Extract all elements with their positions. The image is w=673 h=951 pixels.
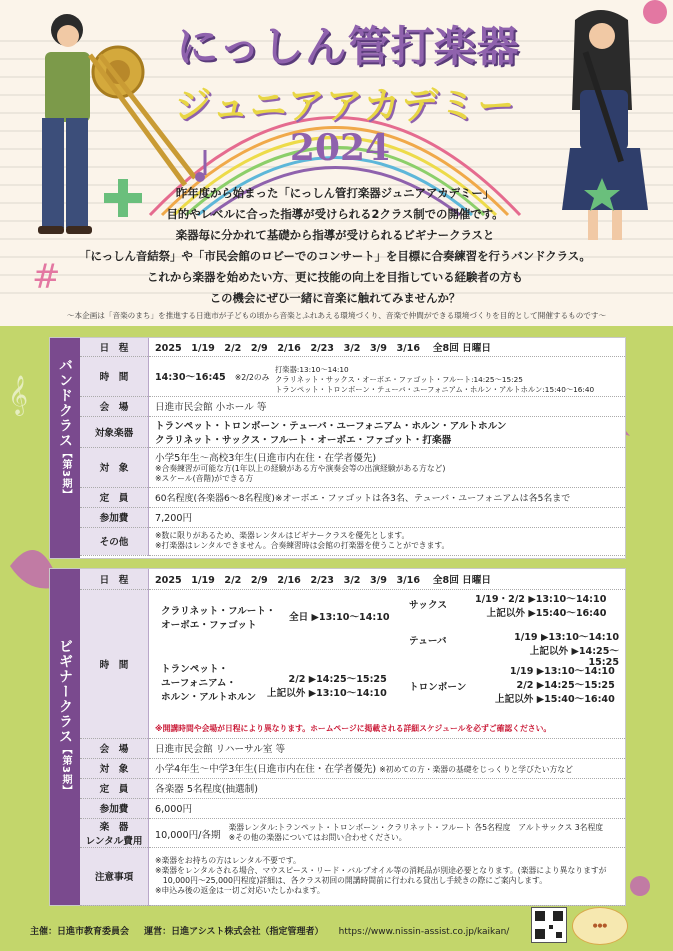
- band-class-panel: [49, 337, 626, 559]
- intro-line: これから楽器を始めたい方、更に技能の向上を目指している経験者の方も: [147, 270, 523, 284]
- intro-line: 目的やレベルに合った指導が受けられる2クラス制での開催です。: [166, 207, 504, 221]
- group-name: テューバ: [409, 635, 447, 647]
- group-name: クラリネット・フルート・ オーボエ・ファゴット: [161, 605, 276, 631]
- organizer: 主催：日進市教育委員会: [30, 927, 130, 937]
- label-venue: 会 場: [80, 738, 149, 758]
- other-line: ※数に限りがあるため、楽器レンタルはビギナークラスを優先とします。: [155, 531, 410, 540]
- group-times: 全日 ▶13:10〜14:10: [289, 611, 390, 623]
- beginner-time-cell: [149, 589, 626, 738]
- band-class-title: バンドクラス【第3期】: [57, 358, 73, 500]
- beginner-dates: 2025 1/19 2/2 2/9 2/16 2/23 3/2 3/9 3/16 全8回 日曜日: [149, 569, 626, 589]
- title-sub: ジュニアアカデミー: [174, 84, 516, 127]
- rental-fee: 10,000円/各期: [155, 829, 221, 841]
- qr-code[interactable]: [531, 907, 567, 943]
- beginner-class-term: 【第3期】: [60, 744, 71, 796]
- band-time-main: 14:30〜16:45: [155, 371, 226, 383]
- group-times: 1/19 ▶13:10〜14:10 上記以外 ▶14:25〜15:25: [514, 631, 619, 668]
- label-time: 時 間: [80, 356, 149, 396]
- intro-line: この機会にぜひ一緒に音楽に触れてみませんか？: [209, 291, 461, 305]
- group-times: 1/19・2/2 ▶13:10〜14:10 上記以外 ▶15:40〜16:40: [475, 593, 607, 619]
- band-target-note: ※合奏練習が可能な方(1年以上の経験がある方や演奏会等の出演経験がある方など): [155, 464, 446, 473]
- header-illustration: [0, 0, 673, 326]
- title-main: にっしん管打楽器: [176, 22, 520, 71]
- label-rental: 楽 器 レンタル費用: [80, 818, 149, 847]
- instrument-line: クラリネット・サックス・フルート・オーボエ・ファゴット・打楽器: [155, 434, 452, 446]
- band-target-main: 小学5年生〜高校3年生(日進市内在住・在学者優先): [155, 453, 377, 464]
- website-link[interactable]: https://www.nissin-assist.co.jp/kaikan/: [338, 927, 510, 937]
- band-instruments: [149, 416, 626, 447]
- label-instruments: 対象楽器: [80, 416, 149, 447]
- beginner-capacity: 各楽器 5名程度(抽選制): [149, 778, 626, 798]
- intro-line: 昨年度から始まった「にっしん管打楽器ジュニアアカデミー」: [175, 186, 495, 200]
- band-target: [149, 447, 626, 487]
- band-venue: 日進市民会館 小ホール 等: [149, 396, 626, 416]
- rental-detail: 楽器レンタル:トランペット・トロンボーン・クラリネット・フルート 各5名程度 アルトサックス 3名程度: [228, 822, 604, 832]
- label-capacity: 定 員: [80, 487, 149, 507]
- flower-icon: [643, 0, 667, 24]
- beginner-notes: ※楽器をお持ちの方はレンタル不要です。 ※楽器をレンタルされる場合、マウスピース・リード・バルブオイル等の消耗品が別途必要となります。(楽器により異なりますが 10,000円〜25,000円程度)詳細は、各クラス初回の開講時間前に行われる貸出し手続きの際にご案内します。 ※申込み後の返金は一切ご対応いたしかねます。: [149, 847, 626, 905]
- group-name: サックス: [409, 599, 448, 611]
- instrument-line: トランペット・トロンボーン・テューバ・ユーフォニアム・ホルン・アルトホルン: [155, 420, 507, 432]
- label-notes: 注意事項: [80, 847, 149, 905]
- group-times: 2/2 ▶14:25〜15:25 上記以外 ▶13:10〜14:10: [267, 673, 387, 699]
- label-dates: 日 程: [80, 569, 149, 589]
- band-dates: 2025 1/19 2/2 2/9 2/16 2/23 3/2 3/9 3/16 全8回 日曜日: [149, 338, 626, 356]
- band-time-cell: [149, 356, 626, 396]
- band-class-sidebar: [50, 338, 80, 558]
- group-name: トロンボーン: [409, 681, 467, 693]
- band-other: [149, 527, 626, 555]
- treble-clef-icon: 𝄞: [8, 375, 29, 415]
- time-detail-line: クラリネット・サックス・オーボエ・ファゴット・フルート:14:25〜15:25: [275, 374, 523, 384]
- intro-line: 「にっしん音結祭」や「市民会館のロビーでのコンサート」を目標に合奏練習を行うバンドクラス。: [79, 249, 591, 263]
- group-times: 1/19 ▶13:10〜14:10 2/2 ▶14:25〜15:25 上記以外 ▶15:40〜16:40: [495, 665, 615, 705]
- sharp-icon: #: [32, 257, 61, 297]
- beginner-venue: 日進市民会館 リハーサル室 等: [149, 738, 626, 758]
- band-time-note: ※2/2のみ: [234, 372, 270, 382]
- dot-icon: [630, 876, 650, 896]
- beginner-class-panel: [49, 568, 626, 906]
- beginner-class-sidebar: [50, 569, 80, 905]
- band-capacity: 60名程度(各楽器6〜8名程度)※オーボエ・ファゴットは各3名、テューバ・ユーフォニアムは各5名まで: [149, 487, 626, 507]
- beginner-fee: 6,000円: [149, 798, 626, 818]
- label-target: 対 象: [80, 447, 149, 487]
- time-detail-line: トランペット・トロンボーン・テューバ・ユーフォニアム・ホルン・アルトホルン:15:40〜16:40: [275, 384, 595, 394]
- band-class-term: 【第3期】: [60, 448, 71, 500]
- label-time: 時 間: [80, 589, 149, 738]
- label-other: その他: [80, 527, 149, 555]
- band-fee: 7,200円: [149, 507, 626, 527]
- band-class-table: [80, 338, 625, 556]
- intro-line: 楽器毎に分かれて基礎から指導が受けられるビギナークラスと: [175, 228, 495, 242]
- label-venue: 会 場: [80, 396, 149, 416]
- beginner-rental: [149, 818, 626, 847]
- purpose-note: 〜本企画は「音楽のまち」を推進する日進市が子どもの頃から音楽とふれあえる環境づくり、音楽で仲間ができる環境づくりを目的として開催するものです〜: [66, 311, 607, 320]
- time-warning: ※開講時間や会場が日程により異なります。ホームページに掲載される詳細スケジュールを必ずご確認ください。: [155, 723, 552, 733]
- time-detail-line: 打楽器:13:10〜14:10: [275, 364, 349, 374]
- label-capacity: 定 員: [80, 778, 149, 798]
- footer: [30, 924, 521, 937]
- label-fee: 参加費: [80, 507, 149, 527]
- beginner-class-table: [80, 569, 625, 906]
- title-year: 2024: [289, 127, 391, 169]
- group-name: トランペット・ ユーフォニアム・ ホルン・アルトホルン: [161, 663, 257, 703]
- label-fee: 参加費: [80, 798, 149, 818]
- beginner-class-title: ビギナークラス【第3期】: [57, 639, 73, 796]
- other-line: ※打楽器はレンタルできません。合奏練習時は会館の打楽器を使うことができます。: [155, 541, 450, 550]
- intro-text: [70, 183, 600, 309]
- label-dates: 日 程: [80, 338, 149, 356]
- band-time-detail: [275, 364, 673, 394]
- sponsor-logo: ●●●: [572, 907, 628, 945]
- label-target: 対 象: [80, 758, 149, 778]
- rental-detail: ※その他の楽器についてはお問い合わせください。: [228, 832, 407, 842]
- band-target-note: ※スケール(音階)ができる方: [155, 474, 254, 483]
- beginner-target: 小学4年生〜中学3年生(日進市内在住・在学者優先) ※初めての方・楽器の基礎をじっくりと学びたい方など: [149, 758, 626, 778]
- operator: 運営：日進アシスト株式会社（指定管理者）: [144, 927, 324, 937]
